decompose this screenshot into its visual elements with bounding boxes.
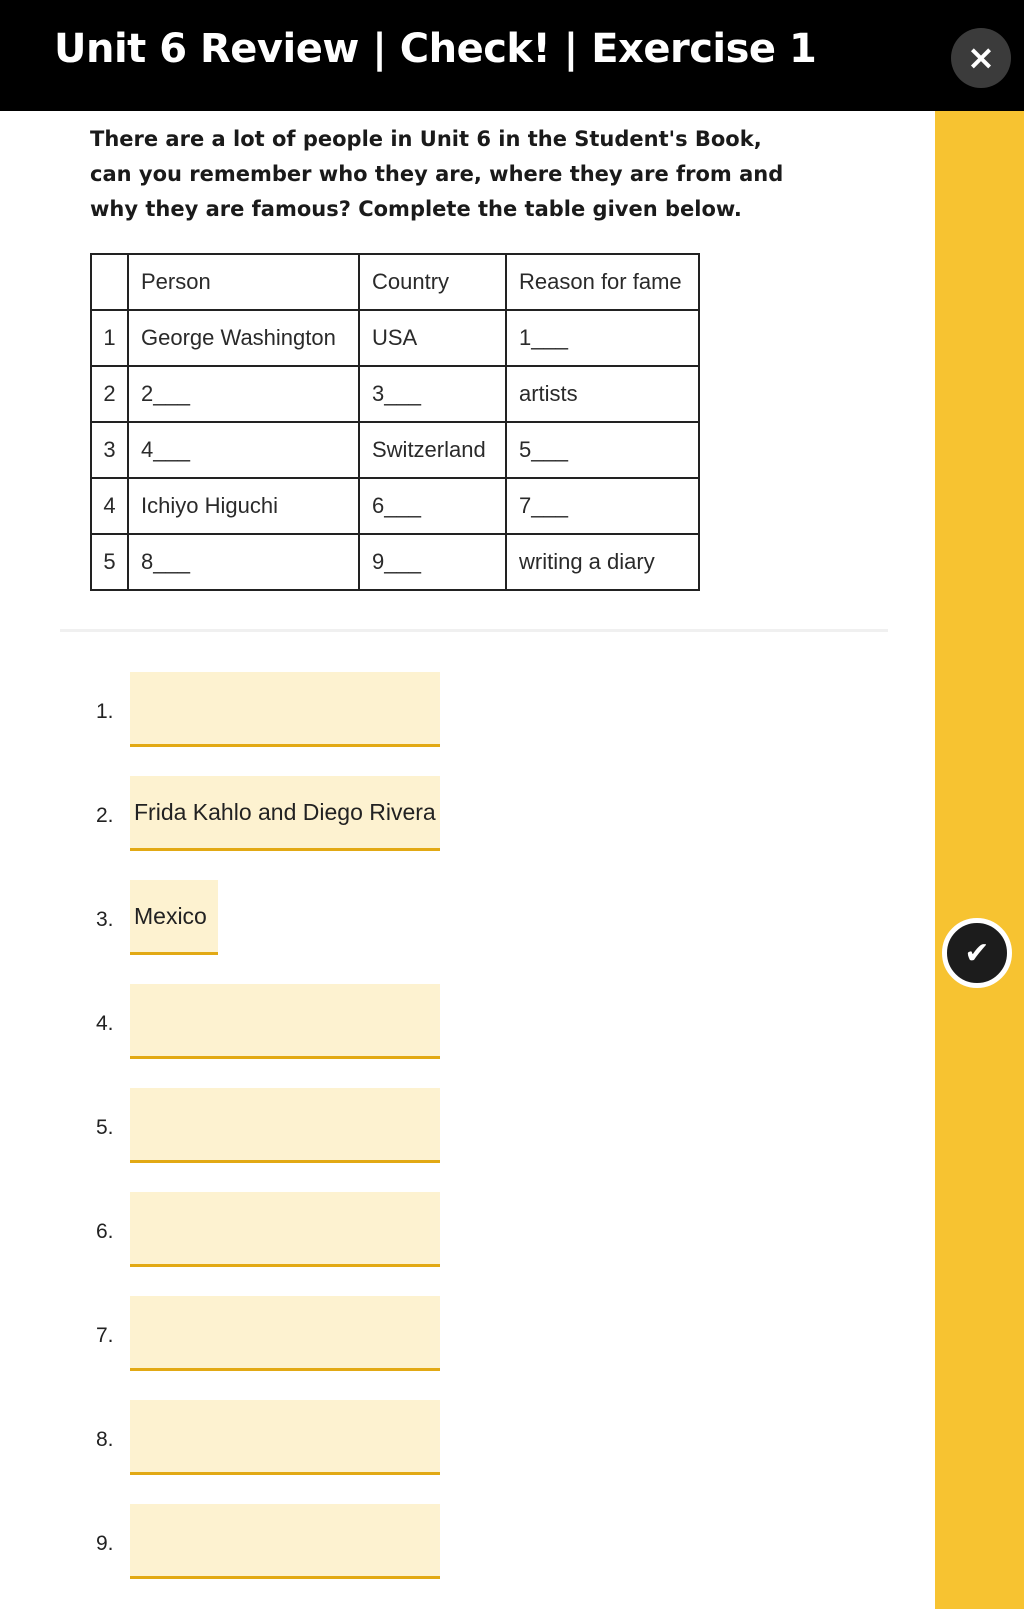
answer-item-7: [96, 1296, 456, 1376]
answer-number: 4.: [96, 1012, 114, 1035]
answer-input-5[interactable]: [130, 1088, 440, 1163]
answer-number: 2.: [96, 804, 114, 827]
table-cell-country: 9___: [359, 534, 506, 590]
answer-item-4: [96, 984, 456, 1064]
table-cell-num: 3: [91, 422, 128, 478]
table-cell-person: 8___: [128, 534, 359, 590]
answer-item-5: [96, 1088, 456, 1168]
table-cell-num: 5: [91, 534, 128, 590]
answer-input-4[interactable]: [130, 984, 440, 1059]
answer-item-1: [96, 672, 456, 752]
table-cell-person: George Washington: [128, 310, 359, 366]
header-bar: [0, 0, 1024, 111]
checkmark-icon: ✔: [964, 935, 990, 971]
answer-number: 8.: [96, 1428, 114, 1451]
table-cell-person: 4___: [128, 422, 359, 478]
answer-input-2[interactable]: Frida Kahlo and Diego Rivera: [130, 776, 440, 851]
instructions-text: There are a lot of people in Unit 6 in the Student's Book, can you remember who they are, where they are from and why they are famous? Complete the table given below.: [90, 127, 784, 221]
answer-item-2: [96, 776, 456, 856]
table-cell-reason: artists: [506, 366, 699, 422]
section-divider: [60, 629, 888, 632]
answer-input-6[interactable]: [130, 1192, 440, 1267]
table-cell-reason: writing a diary: [506, 534, 699, 590]
table-cell-country: 3___: [359, 366, 506, 422]
table-row: [91, 534, 699, 590]
answer-input-1[interactable]: [130, 672, 440, 747]
answer-number: 1.: [96, 700, 114, 723]
answer-item-3: [96, 880, 456, 960]
answer-number: 3.: [96, 908, 114, 931]
answer-item-6: [96, 1192, 456, 1272]
table-header-row: [91, 254, 699, 310]
side-panel: [935, 111, 1024, 1609]
people-table: [90, 253, 700, 591]
answer-number: 7.: [96, 1324, 114, 1347]
table-cell-reason: 7___: [506, 478, 699, 534]
check-answers-button[interactable]: [942, 918, 1012, 988]
table-cell-country: Switzerland: [359, 422, 506, 478]
answer-number: 6.: [96, 1220, 114, 1243]
table-cell-reason: 5___: [506, 422, 699, 478]
table-cell-country: 6___: [359, 478, 506, 534]
table-cell-num: 4: [91, 478, 128, 534]
page-title: Unit 6 Review | Check! | Exercise 1: [54, 26, 817, 72]
table-cell-person: Ichiyo Higuchi: [128, 478, 359, 534]
table-header-cell: [91, 254, 128, 310]
table-header-cell: Reason for fame: [506, 254, 699, 310]
answer-item-8: [96, 1400, 456, 1480]
answer-input-9[interactable]: [130, 1504, 440, 1579]
table-cell-num: 1: [91, 310, 128, 366]
table-row: [91, 478, 699, 534]
table-cell-country: USA: [359, 310, 506, 366]
table-row: [91, 422, 699, 478]
table-cell-person: 2___: [128, 366, 359, 422]
answer-item-9: [96, 1504, 456, 1584]
close-button[interactable]: [951, 28, 1011, 88]
table-row: [91, 366, 699, 422]
close-icon: ×: [966, 38, 996, 78]
answer-input-7[interactable]: [130, 1296, 440, 1371]
table-cell-reason: 1___: [506, 310, 699, 366]
table-row: [91, 310, 699, 366]
table-header-cell: Person: [128, 254, 359, 310]
answer-number: 5.: [96, 1116, 114, 1139]
answer-input-3[interactable]: Mexico: [130, 880, 218, 955]
table-cell-num: 2: [91, 366, 128, 422]
table-header-cell: Country: [359, 254, 506, 310]
answer-number: 9.: [96, 1532, 114, 1555]
answer-input-8[interactable]: [130, 1400, 440, 1475]
